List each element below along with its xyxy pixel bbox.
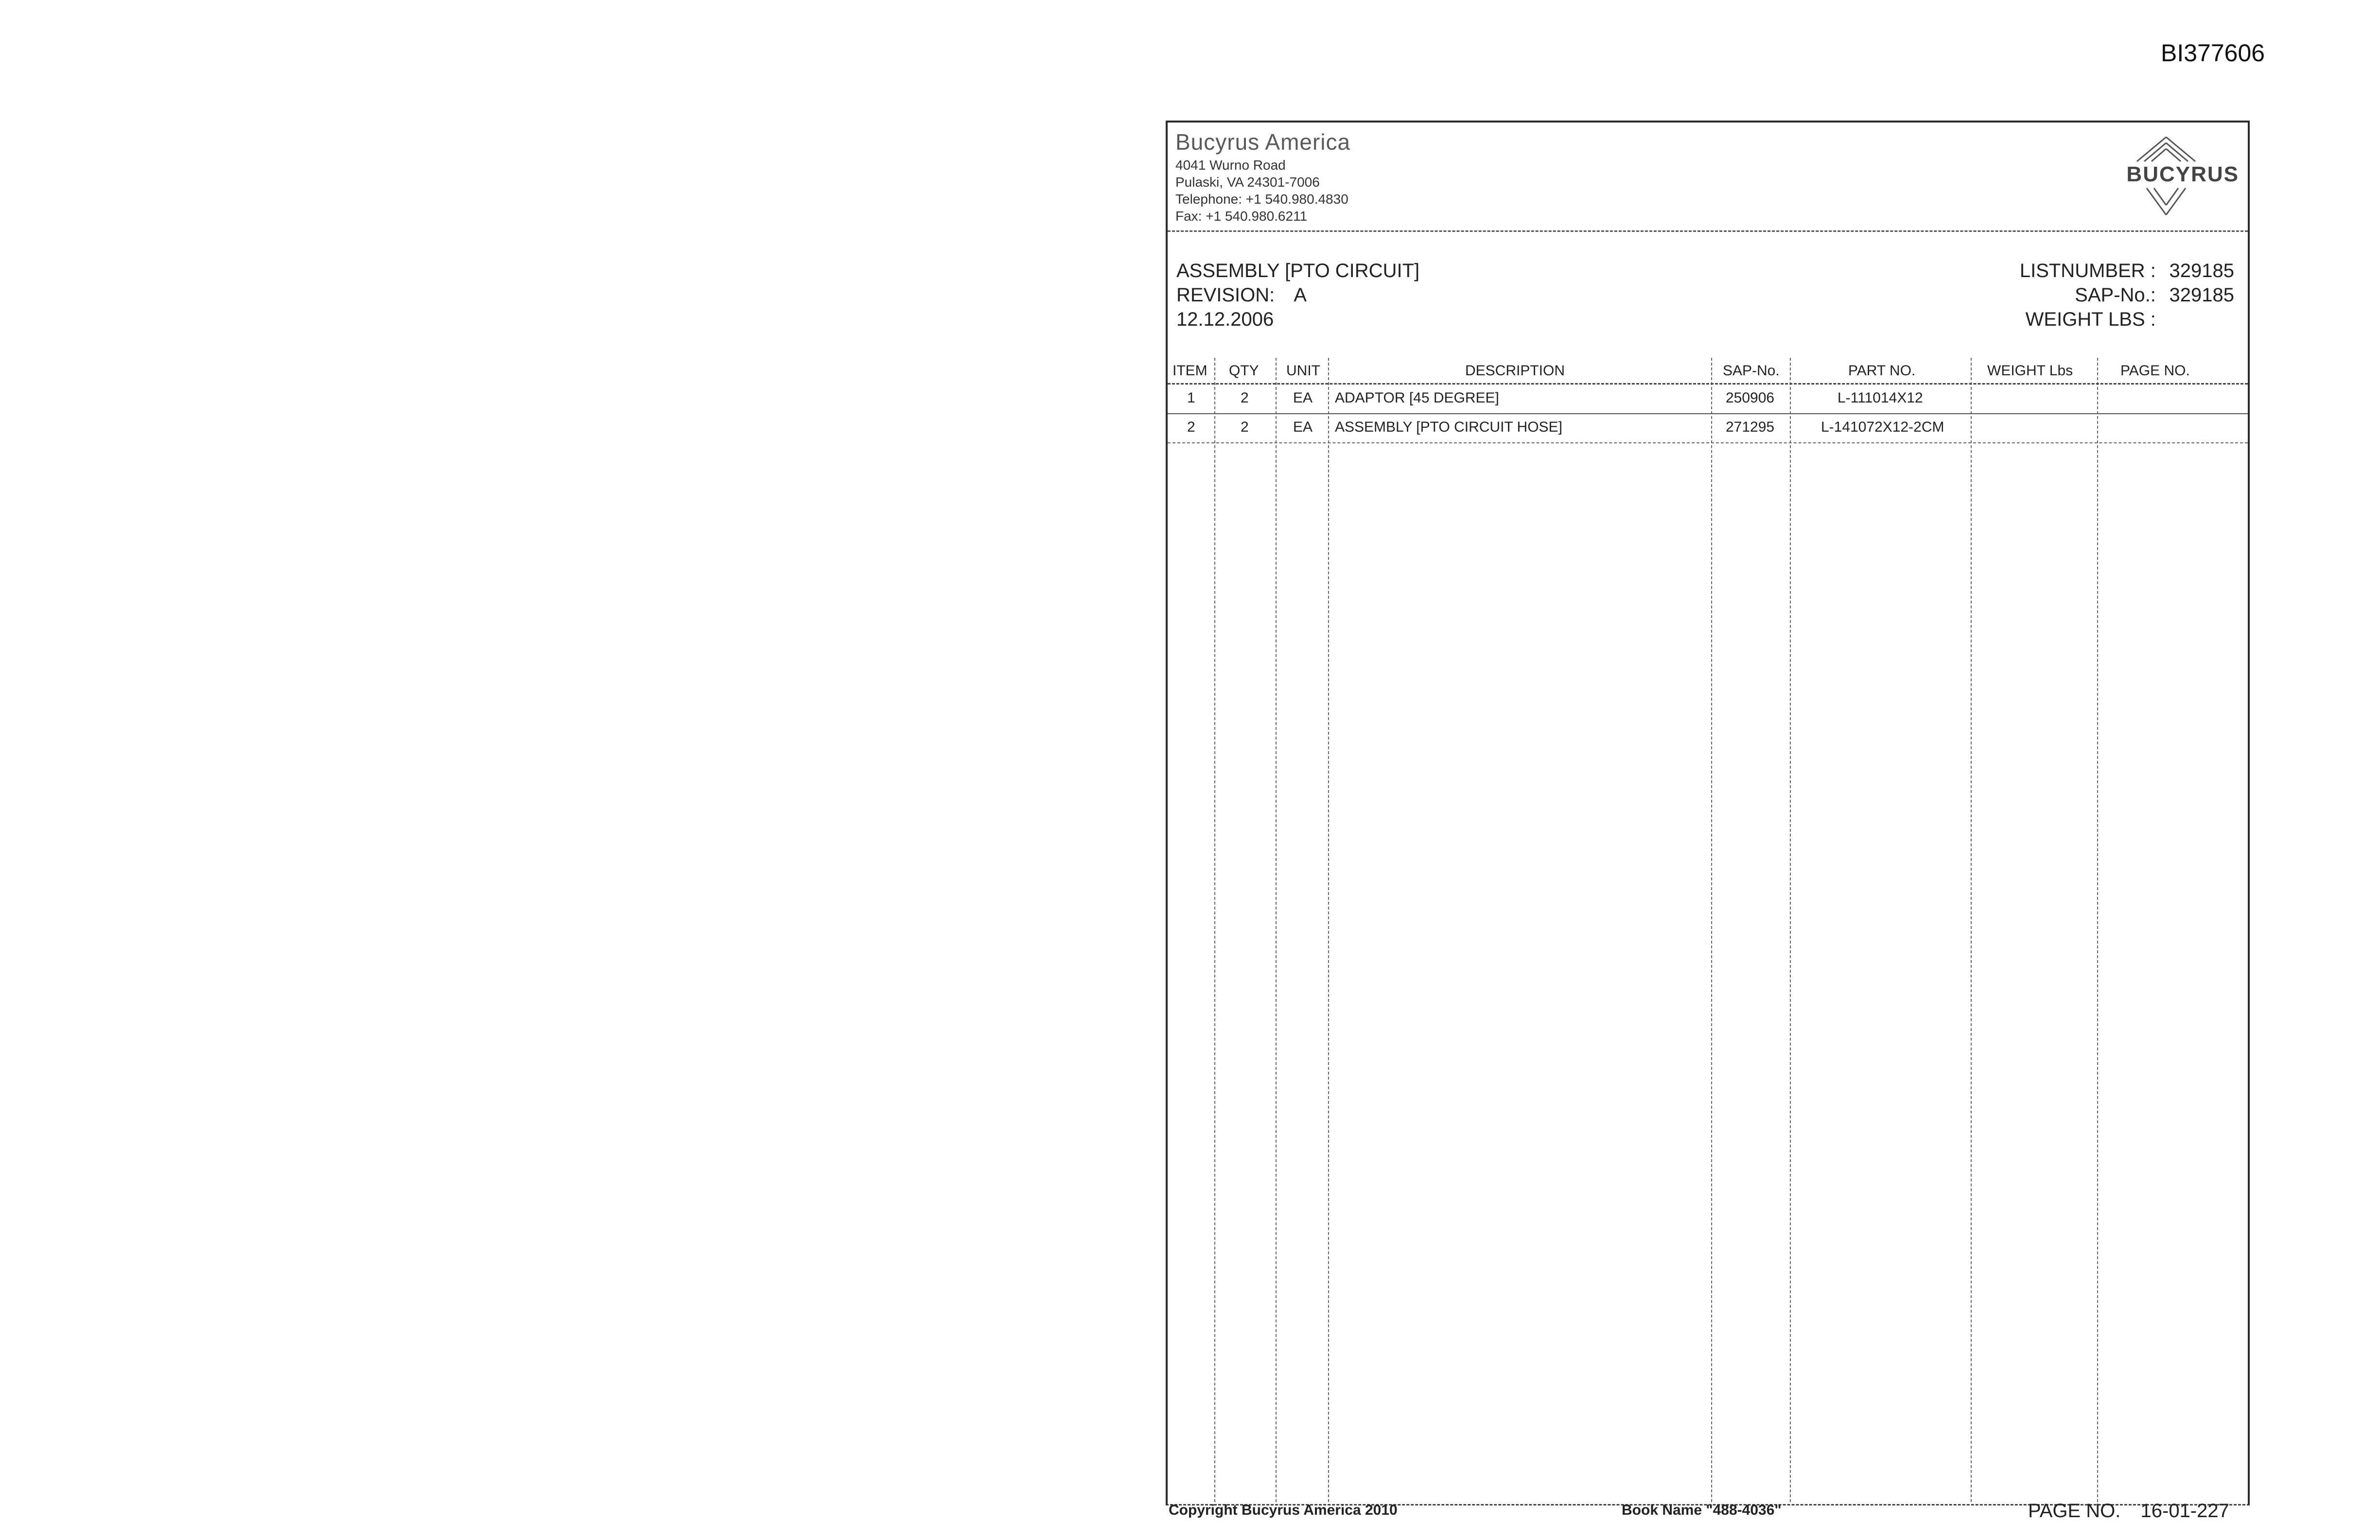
- page-number-value: 16-01-227: [2140, 1500, 2229, 1522]
- column-divider: [1971, 358, 1972, 1502]
- header-weight: WEIGHT Lbs: [1987, 363, 2073, 379]
- listnumber-label: LISTNUMBER :: [2019, 260, 2156, 281]
- column-divider: [1790, 358, 1791, 1502]
- book-name: Book Name "488-4036": [1622, 1502, 1782, 1518]
- weight-label: WEIGHT LBS :: [2025, 309, 2156, 330]
- company-address-line-2: Pulaski, VA 24301-7006: [1175, 174, 1320, 190]
- header-unit: UNIT: [1286, 363, 1320, 379]
- page-number-label: PAGE NO.: [2028, 1500, 2121, 1522]
- parts-table: [1168, 358, 2248, 1502]
- header-divider: [1168, 230, 2248, 232]
- assembly-title: ASSEMBLY [PTO CIRCUIT]: [1176, 260, 1420, 281]
- copyright-notice: Copyright Bucyrus America 2010: [1169, 1502, 1398, 1518]
- column-divider: [2097, 358, 2098, 1502]
- cell-part: L-141072X12-2CM: [1821, 419, 1944, 435]
- cell-item: 2: [1187, 419, 1195, 435]
- list-meta: [2020, 259, 2234, 332]
- column-divider: [1711, 358, 1712, 1502]
- cell-sap: 271295: [1726, 419, 1775, 435]
- bucyrus-logo: [2093, 132, 2239, 220]
- cell-qty: 2: [1241, 419, 1249, 435]
- listnumber-value: 329185: [2169, 260, 2234, 281]
- parts-list-sheet: [1166, 121, 2250, 1505]
- header-description: DESCRIPTION: [1465, 363, 1565, 379]
- cell-part: L-111014X12: [1838, 390, 1923, 406]
- column-divider: [1328, 358, 1329, 1502]
- sap-value: 329185: [2169, 284, 2234, 306]
- assembly-info: [1176, 259, 1419, 332]
- cell-description: ADAPTOR [45 DEGREE]: [1335, 390, 1499, 406]
- company-address-block: [1175, 128, 1350, 225]
- column-divider: [1214, 358, 1215, 1502]
- company-fax: Fax: +1 540.980.6211: [1175, 208, 1308, 224]
- revision-row: [1176, 283, 1419, 307]
- column-divider: [1276, 358, 1277, 1502]
- header-page: PAGE NO.: [2120, 363, 2190, 379]
- header-sap: SAP-No.: [1723, 363, 1780, 379]
- assembly-date: 12.12.2006: [1176, 309, 1274, 330]
- listnumber-row: [2020, 259, 2234, 283]
- revision-value: A: [1294, 284, 1307, 306]
- document-id: BI377606: [2161, 39, 2265, 67]
- cell-unit: EA: [1293, 390, 1313, 406]
- company-address-line-1: 4041 Wurno Road: [1175, 157, 1286, 173]
- cell-description: ASSEMBLY [PTO CIRCUIT HOSE]: [1335, 419, 1562, 435]
- row-separator: [1168, 413, 2248, 414]
- weight-row: [2020, 307, 2234, 332]
- cell-item: 1: [1187, 390, 1195, 406]
- cell-qty: 2: [1241, 390, 1249, 406]
- company-telephone: Telephone: +1 540.980.4830: [1175, 191, 1348, 207]
- sap-label: SAP-No.:: [2075, 284, 2156, 306]
- row-separator: [1168, 442, 2248, 443]
- header-item: ITEM: [1172, 363, 1208, 379]
- header-part: PART NO.: [1848, 363, 1916, 379]
- logo-wordmark: BUCYRUS: [2126, 162, 2239, 186]
- table-header: [1168, 358, 2248, 385]
- sap-row: [2020, 283, 2234, 307]
- cell-sap: 250906: [1726, 390, 1775, 406]
- revision-label: REVISION:: [1176, 284, 1275, 306]
- company-name: Bucyrus America: [1175, 129, 1351, 155]
- page-number: [2028, 1500, 2229, 1522]
- header-qty: QTY: [1229, 363, 1259, 379]
- cell-unit: EA: [1293, 419, 1313, 435]
